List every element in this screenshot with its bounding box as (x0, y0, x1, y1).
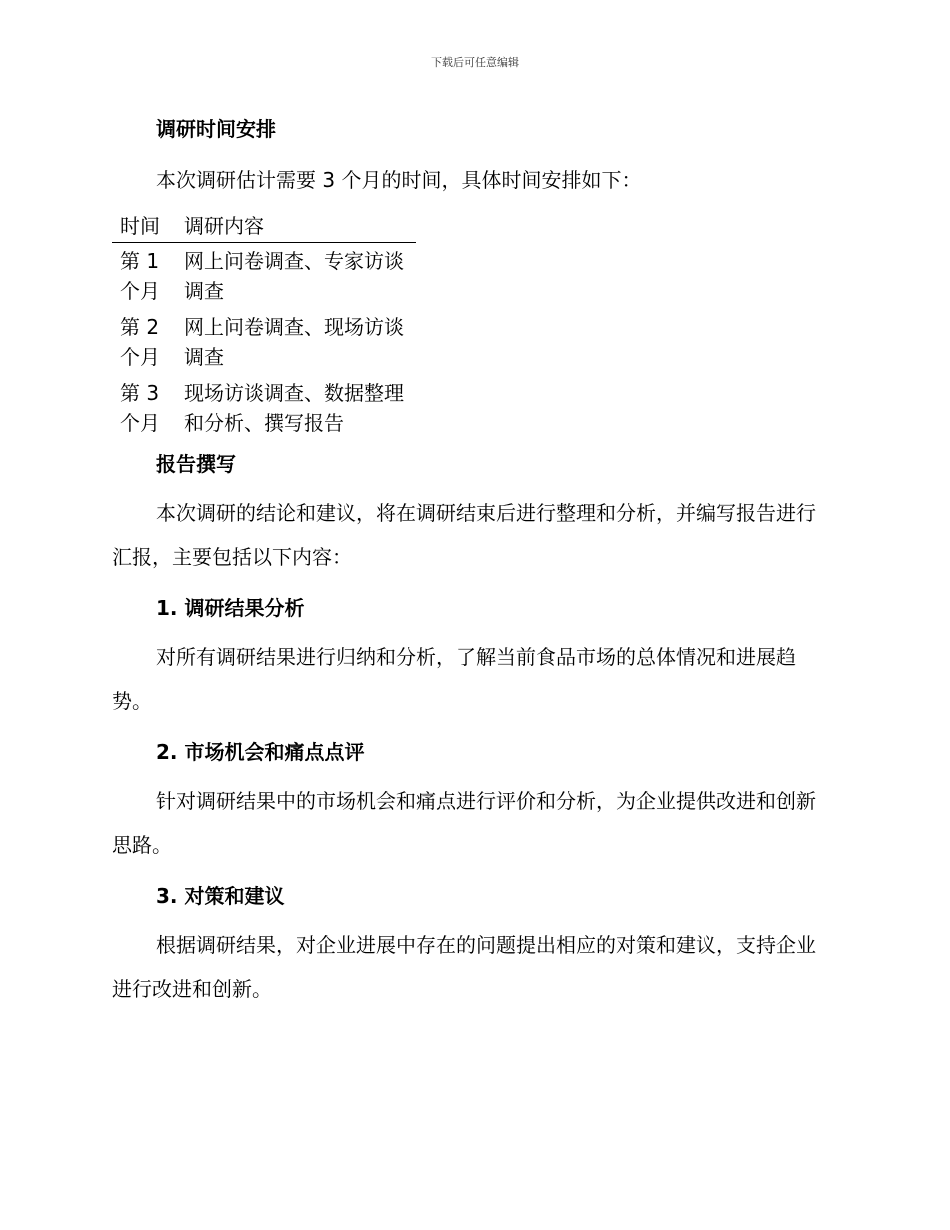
item2-heading: 2. 市场机会和痛点点评 (156, 740, 365, 764)
table-row (112, 375, 416, 441)
table-header-content: 调研内容 (176, 210, 416, 243)
item3-text: 根据调研结果，对企业进展中存在的问题提出相应的对策和建议，支持企业进行改进和创新。 (112, 933, 816, 1001)
table-header-row (112, 210, 416, 243)
table-row (112, 309, 416, 375)
table-row (112, 243, 416, 310)
item1-heading: 1. 调研结果分析 (156, 596, 305, 620)
table-cell-content: 网上问卷调查、现场访谈调查 (184, 315, 404, 369)
report-intro: 本次调研的结论和建议，将在调研结束后进行整理和分析，并编写报告进行汇报，主要包括以下内容： (112, 501, 816, 569)
report-heading: 报告撰写 (156, 452, 236, 476)
schedule-heading: 调研时间安排 (156, 117, 276, 141)
header-note: 下载后可任意编辑 (431, 56, 519, 69)
schedule-table (112, 210, 416, 441)
schedule-intro: 本次调研估计需要 3 个月的时间，具体时间安排如下： (156, 168, 642, 192)
table-cell-time: 第 1 个月 (120, 249, 160, 303)
item3-heading: 3. 对策和建议 (156, 884, 285, 908)
table-header-time: 时间 (112, 210, 176, 243)
item2-text: 针对调研结果中的市场机会和痛点进行评价和分析，为企业提供改进和创新思路。 (112, 789, 816, 857)
table-cell-content: 网上问卷调查、专家访谈调查 (184, 249, 404, 303)
table-cell-content: 现场访谈调查、数据整理和分析、撰写报告 (184, 381, 404, 435)
item1-text: 对所有调研结果进行归纳和分析，了解当前食品市场的总体情况和进展趋势。 (112, 645, 796, 713)
table-cell-time: 第 3 个月 (120, 381, 160, 435)
table-cell-time: 第 2 个月 (120, 315, 160, 369)
document-body (112, 114, 832, 1011)
